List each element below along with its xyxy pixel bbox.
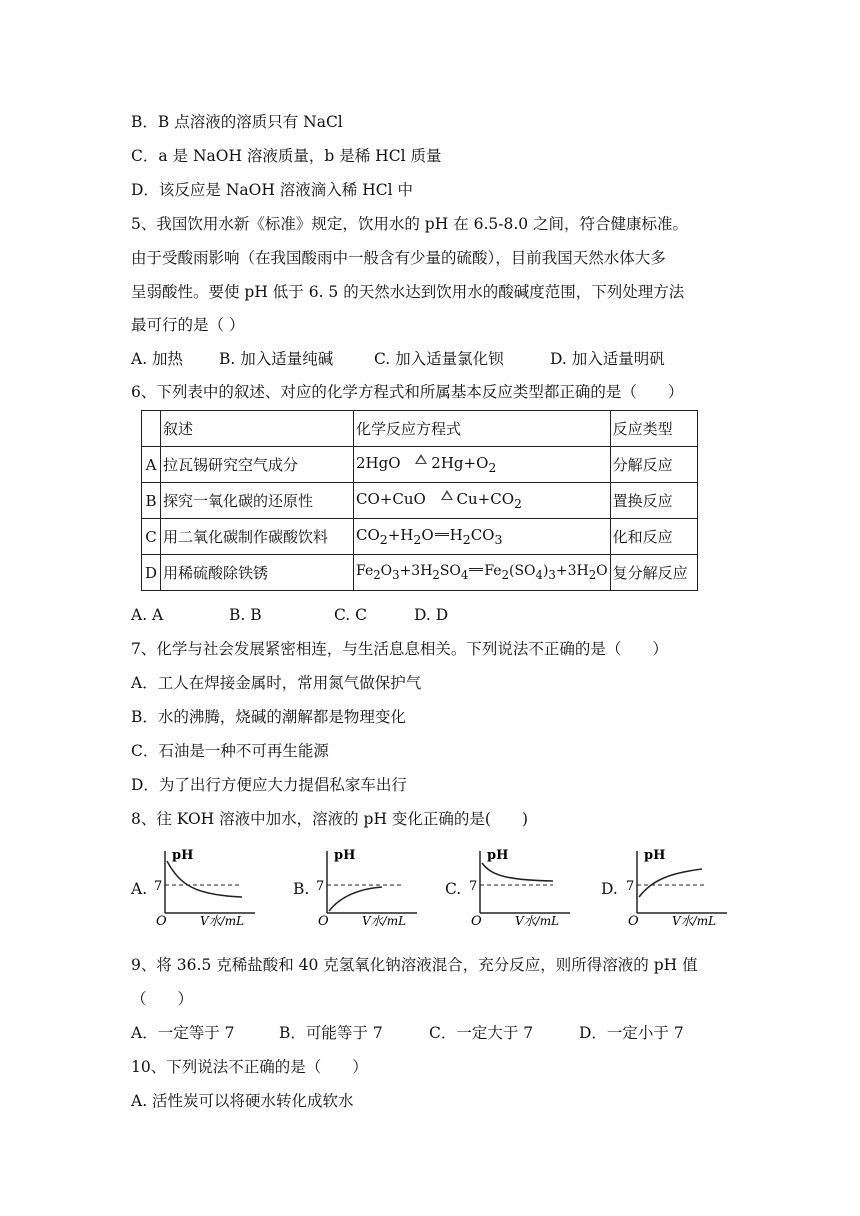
x-axis-label: V水/mL [515,914,560,928]
row-description: 用二氧化碳制作碳酸饮料 [161,519,354,555]
graph-b-label: B. [293,880,310,898]
q7-option-a: A．工人在焊接金属时，常用氮气做保护气 [131,674,422,692]
graph-a [150,845,270,930]
origin-label: O [628,914,639,929]
q6-options [131,605,448,625]
q7-option-c: C．石油是一种不可再生能源 [131,742,329,760]
tick-7: 7 [626,879,635,894]
row-letter: D [142,555,161,591]
equals-sign-icon [469,568,483,571]
graph-d-label: D. [601,880,618,898]
q5-options [131,349,665,369]
x-axis-label: V水/mL [200,914,245,928]
row-equation: $CO_2+H_2O$ $H_2CO_3$ [354,519,611,555]
y-axis-label: pH [334,848,356,863]
tick-7: 7 [154,879,163,894]
row-description: 拉瓦锡研究空气成分 [161,447,354,483]
q9-stem-line2: （ ） [131,990,194,1008]
q6-stem: 6、下列表中的叙述、对应的化学方程式和所属基本反应类型都正确的是（ ） [131,383,684,401]
y-axis-label: pH [487,848,509,863]
heat-triangle-icon [441,490,453,500]
ph-curve [329,887,382,911]
q7-stem: 7、化学与社会发展紧密相连，与生活息息相关。下列说法不正确的是（ ） [131,640,668,658]
row-letter: C [142,519,161,555]
row-description: 用稀硫酸除铁锈 [161,555,354,591]
row-equation: CO+CuO $Cu+CO_2$ [354,483,611,519]
table-header-cell: 化学反应方程式 [354,411,611,447]
origin-label: O [156,914,167,929]
q6-option-b: B. B [229,606,262,624]
q7-option-b: B．水的沸腾，烧碱的潮解都是物理变化 [131,708,406,726]
q10-stem: 10、下列说法不正确的是（ ） [131,1058,368,1076]
row-equation: $Fe_2O_3+3H_2SO_4$ $Fe_2(SO_4)_3+3H_2O$ [354,555,611,591]
table-row [142,447,698,483]
q6-option-c: C. C [334,606,368,624]
tick-7: 7 [316,879,325,894]
q10-option-a: A. 活性炭可以将硬水转化成软水 [131,1092,354,1110]
origin-label: O [471,914,482,929]
row-type: 化和反应 [610,519,697,555]
q9-stem-line1: 9、将 36.5 克稀盐酸和 40 克氢氧化钠溶液混合，充分反应，则所得溶液的 pH 值 [131,956,698,974]
q7-option-d: D．为了出行方便应大力提倡私家车出行 [131,776,407,794]
q5-option-b: B. 加入适量纯碱 [219,350,334,368]
q6-option-a: A. A [131,606,164,624]
ph-curve [167,861,242,897]
table-header-cell [142,411,161,447]
table-row [142,555,698,591]
row-type: 复分解反应 [610,555,697,591]
table-row [142,519,698,555]
table-header-cell: 叙述 [161,411,354,447]
q4-option-c: C．a 是 NaOH 溶液质量，b 是稀 HCl 质量 [131,147,442,165]
q6-table [141,410,698,591]
q5-stem-line3: 呈弱酸性。要使 pH 低于 6. 5 的天然水达到饮用水的酸碱度范围，下列处理方法 [131,283,685,301]
heat-triangle-icon [415,454,427,464]
q5-option-c: C. 加入适量氯化钡 [374,350,504,368]
graph-a-label: A. [131,880,148,898]
table-row [142,483,698,519]
ph-curve [482,863,553,881]
x-axis-label: V水/mL [672,914,717,928]
q9-option-a: A．一定等于 7 [131,1024,235,1042]
q9-option-c: C．一定大于 7 [429,1024,534,1042]
q5-option-d: D. 加入适量明矾 [550,350,665,368]
q8-stem: 8、往 KOH 溶液中加水，溶液的 pH 变化正确的是( ) [131,810,528,828]
q9-option-d: D．一定小于 7 [579,1024,684,1042]
x-axis-label: V水/mL [362,914,407,928]
origin-label: O [318,914,329,929]
graph-c-label: C. [445,880,462,898]
q5-stem-line4: 最可行的是（ ） [131,316,245,334]
q9-options [131,1023,684,1043]
q6-option-d: D. D [414,606,449,624]
q5-stem-line1: 5、我国饮用水新《标准》规定，饮用水的 pH 在 6.5-8.0 之间，符合健康标准。 [131,215,689,233]
row-letter: B [142,483,161,519]
q4-option-d: D．该反应是 NaOH 溶液滴入稀 HCl 中 [131,181,413,199]
graph-d [622,845,742,930]
ph-curve [639,869,702,897]
graph-c [465,845,585,930]
row-letter: A [142,447,161,483]
q5-option-a: A. 加热 [131,350,184,368]
tick-7: 7 [469,879,478,894]
q4-option-b: B．B 点溶液的溶质只有 NaCl [131,113,343,131]
q5-stem-line2: 由于受酸雨影响（在我国酸雨中一般含有少量的硫酸），目前我国天然水体大多 [131,249,666,267]
row-type: 分解反应 [610,447,697,483]
row-type: 置换反应 [610,483,697,519]
equals-sign-icon [435,533,449,536]
table-header-cell: 反应类型 [610,411,697,447]
row-description: 探究一氧化碳的还原性 [161,483,354,519]
row-equation: 2HgO $2Hg+O_2$ [354,447,611,483]
y-axis-label: pH [172,848,194,863]
table-header-row [142,411,698,447]
q9-option-b: B．可能等于 7 [279,1024,383,1042]
y-axis-label: pH [644,848,666,863]
graph-b [312,845,432,930]
